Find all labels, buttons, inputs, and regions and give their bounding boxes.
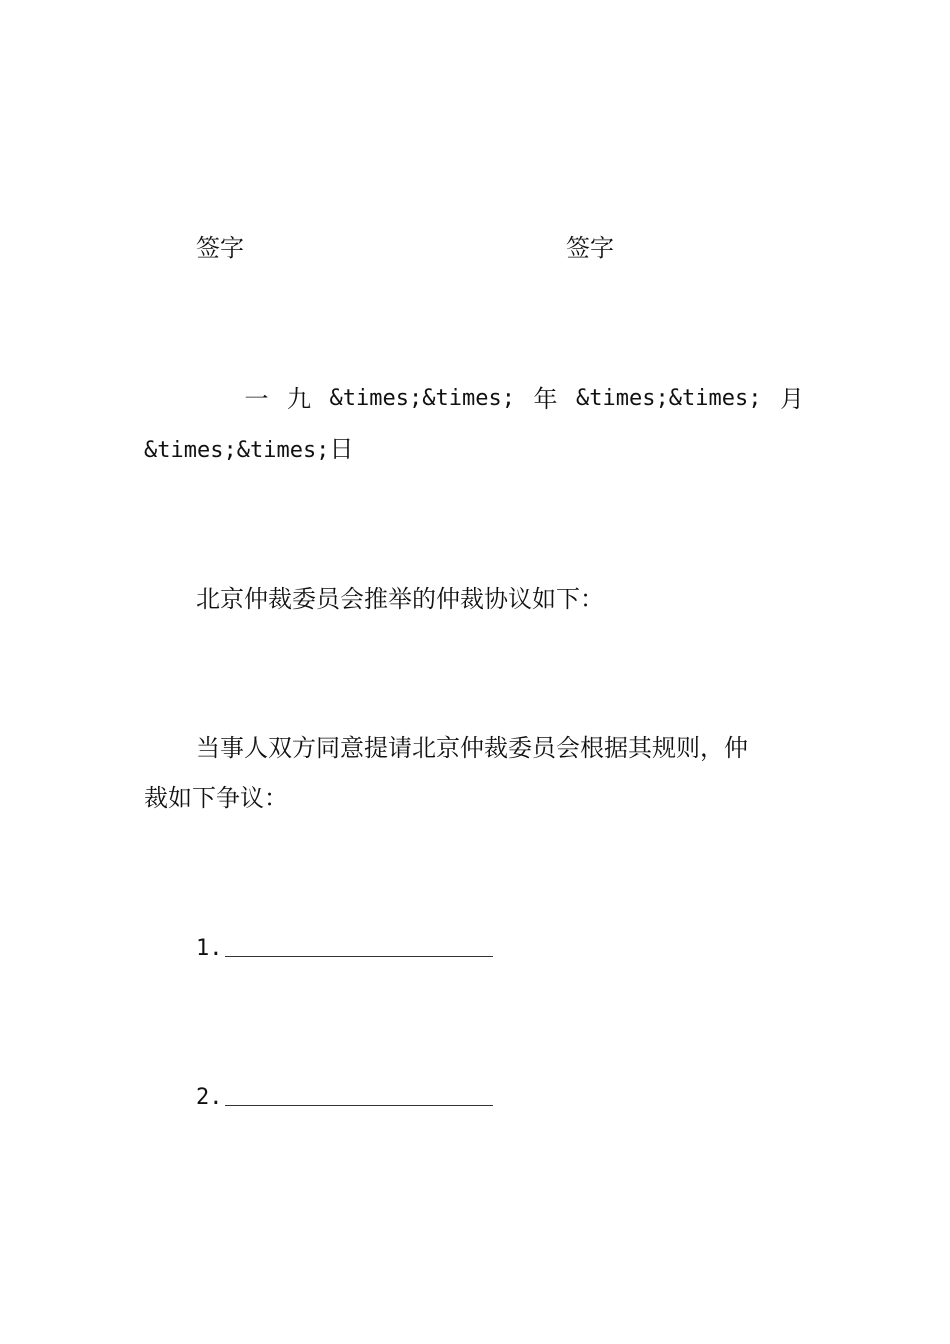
date-char-yi: 一 <box>244 385 269 413</box>
date-line <box>144 384 804 414</box>
list-item-number: 1. <box>196 936 223 961</box>
signature-label-right: 签字 <box>566 234 614 262</box>
date-char-year: 年 <box>533 385 558 413</box>
paragraph-line-2: 裁如下争议： <box>144 784 288 812</box>
date-placeholder-day: &times;&times; <box>144 438 330 463</box>
date-char-month: 月 <box>779 385 804 413</box>
list-item <box>196 934 493 964</box>
date-char-jiu: 九 <box>287 385 312 413</box>
date-placeholder-year: &times;&times; <box>329 386 515 411</box>
list-item-number: 2. <box>196 1085 223 1110</box>
agreement-intro: 北京仲裁委员会推举的仲裁协议如下： <box>196 585 604 613</box>
blank-fill-line <box>225 956 493 957</box>
signature-label-left: 签字 <box>196 234 244 262</box>
blank-fill-line <box>225 1105 493 1106</box>
list-item <box>196 1083 493 1113</box>
date-placeholder-month: &times;&times; <box>576 386 762 411</box>
date-char-day: 日 <box>329 435 354 463</box>
date-line-continued <box>144 434 353 466</box>
paragraph-line-1: 当事人双方同意提请北京仲裁委员会根据其规则，仲 <box>196 734 748 762</box>
